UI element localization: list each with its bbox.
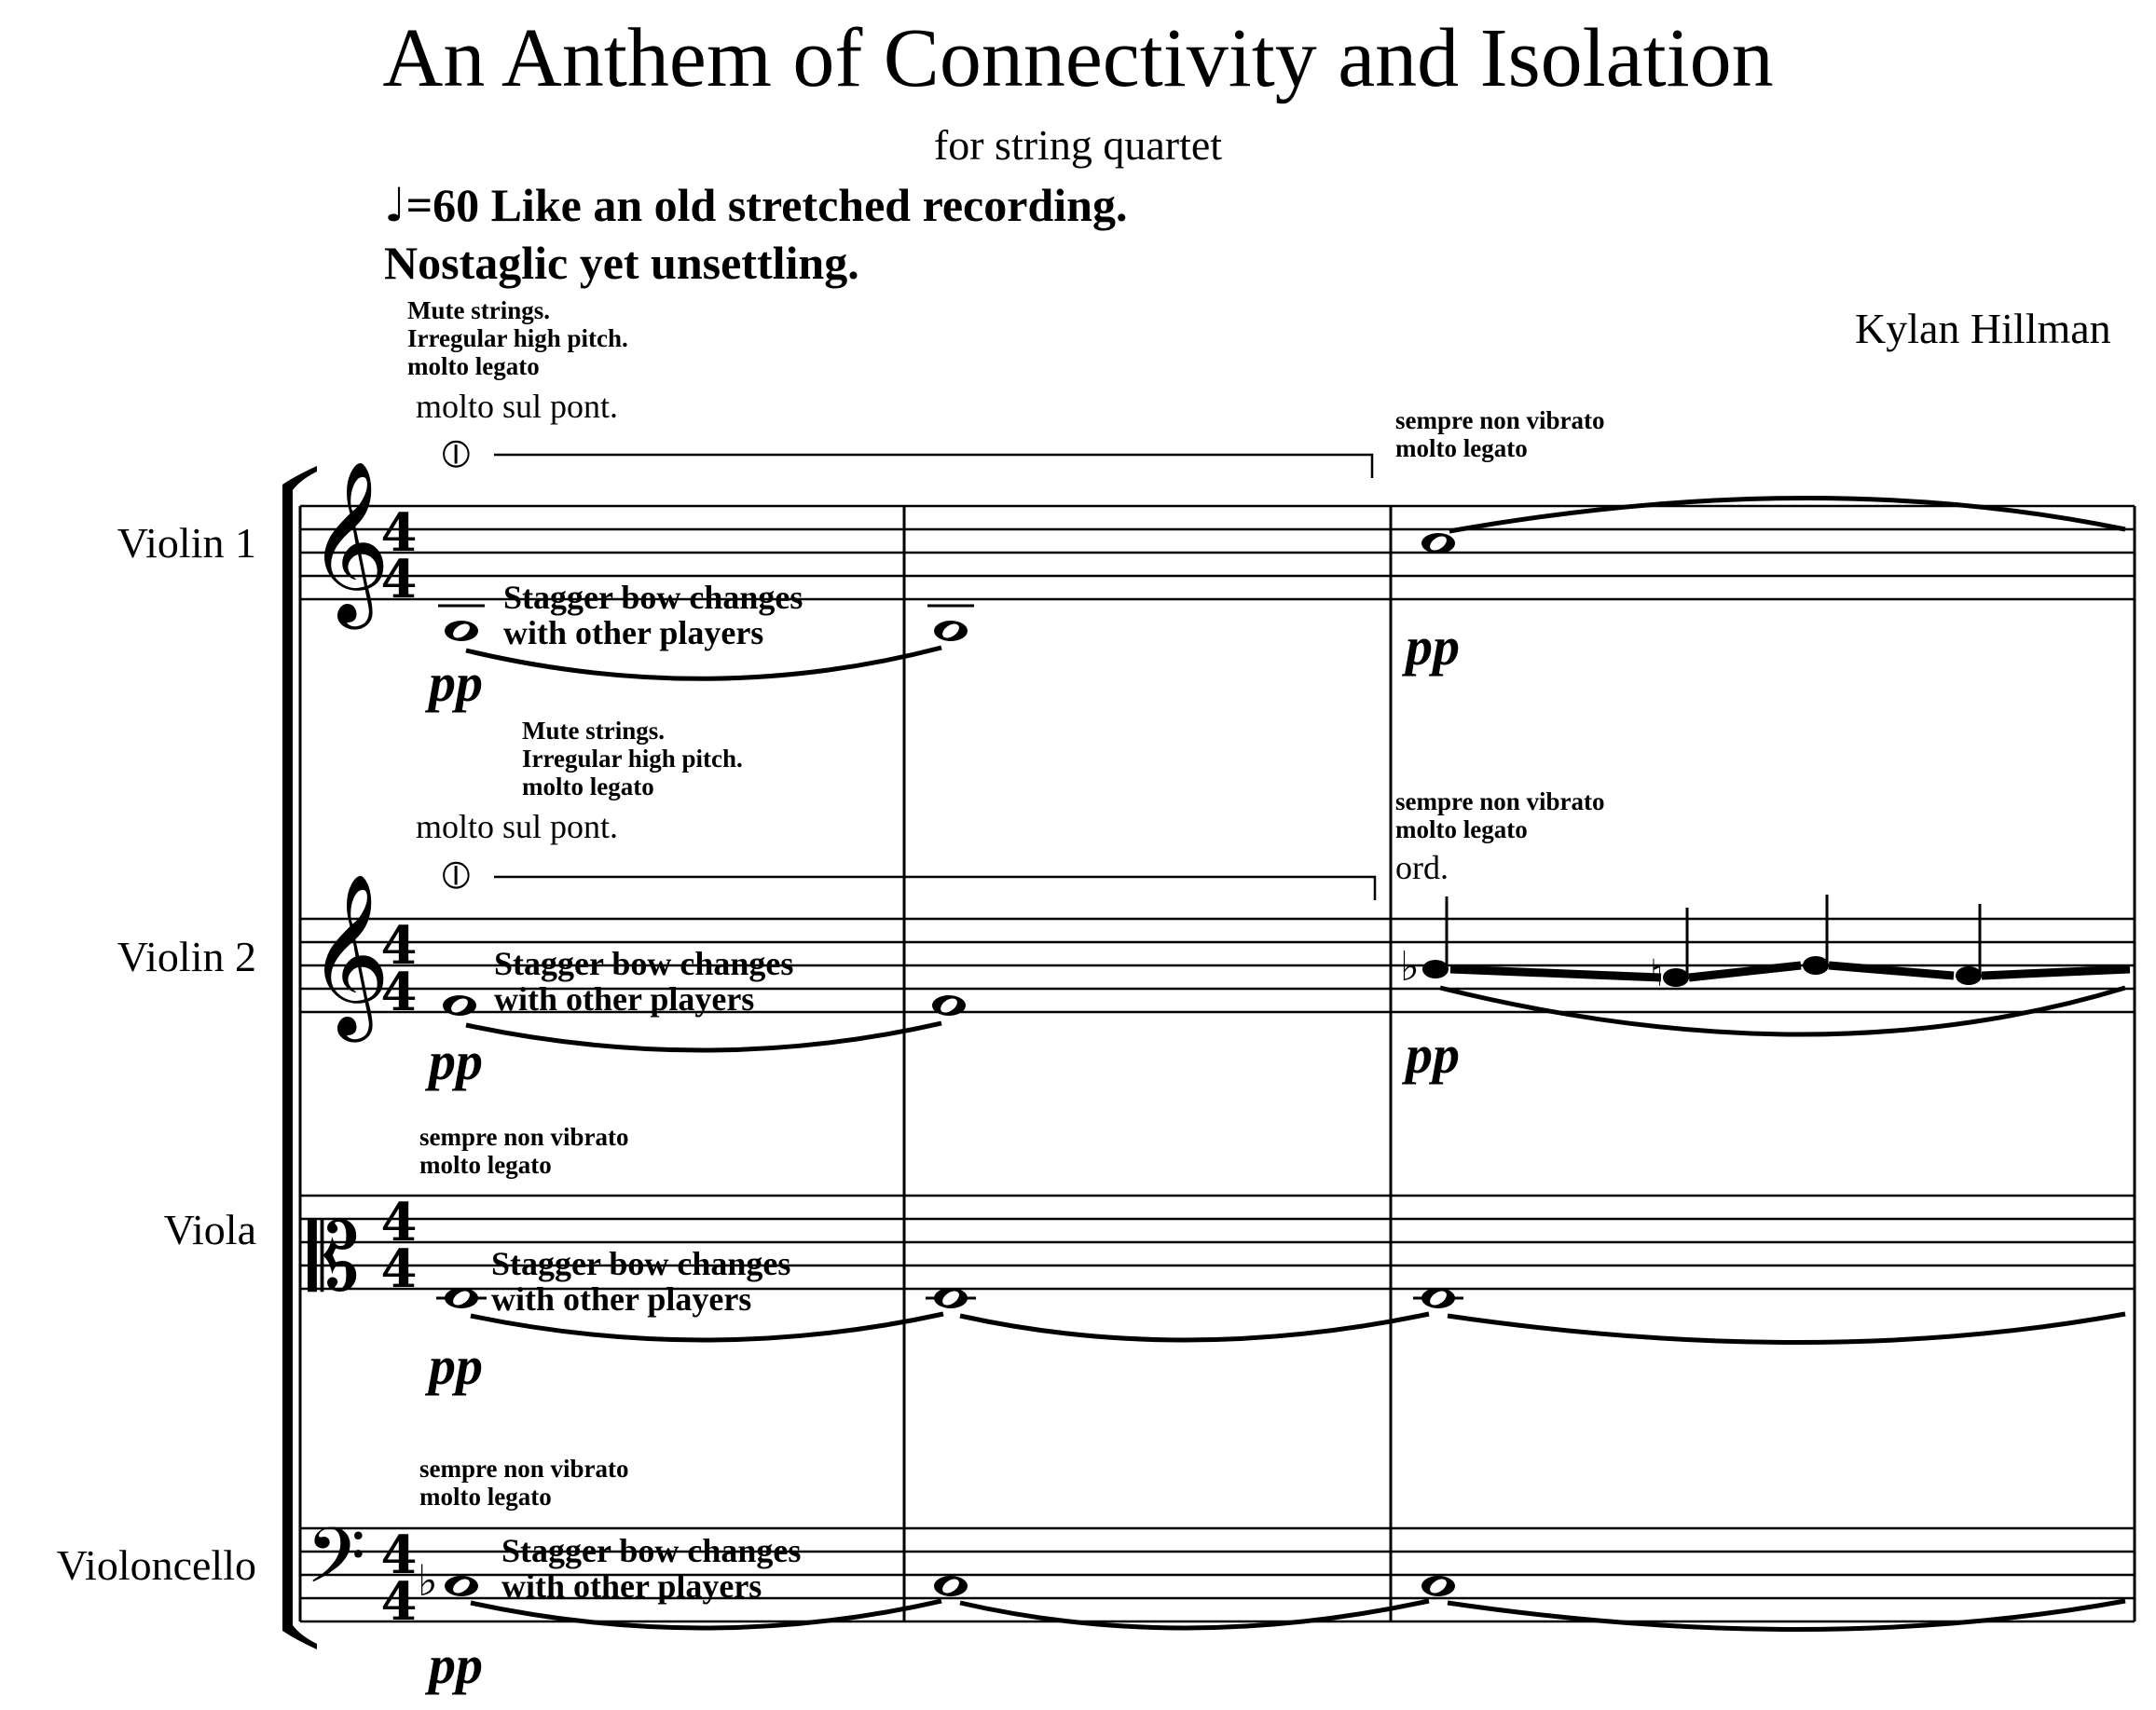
time-signature-top: 4	[380, 915, 418, 977]
time-signature-bottom: 4	[380, 962, 418, 1023]
barlines	[300, 506, 2135, 1621]
sul-ponticello-icon: ⦶	[442, 852, 471, 897]
violin2-stagger-text: Stagger bow changes with other players	[494, 945, 794, 1018]
staff-violin-1	[300, 506, 2135, 599]
score-title: An Anthem of Connectivity and Isolation	[382, 12, 1774, 104]
bass-clef-icon: 𝄢	[306, 1511, 366, 1620]
time-signature-top: 4	[380, 1525, 418, 1586]
time-signature-top: 4	[380, 1192, 418, 1253]
violin1-technique: molto sul pont.	[416, 388, 619, 425]
violin2-slurs	[466, 988, 2125, 1050]
score-subtitle: for string quartet	[933, 121, 1223, 169]
staff-viola	[300, 1196, 2135, 1289]
time-signature-bottom: 4	[380, 1571, 418, 1633]
violin2-notes	[443, 895, 1982, 1016]
expression-text: Nostaglic yet unsettling.	[384, 237, 859, 289]
viola-slurs	[471, 1314, 2125, 1343]
staff-violoncello	[300, 1528, 2135, 1621]
violin2-glissandi	[1450, 965, 2130, 978]
instrument-name-viola: Viola	[163, 1206, 256, 1253]
violin1-stagger-text: Stagger bow changes with other players	[503, 579, 803, 651]
violin2-dynamic-m3: pp	[1406, 1024, 1460, 1085]
treble-clef-icon: 𝄞	[308, 460, 391, 622]
flat-icon: ♭	[1400, 943, 1420, 991]
tempo-text: =60 Like an old stretched recording.	[405, 179, 1128, 231]
time-signature-bottom: 4	[380, 549, 418, 610]
violin2-m3-technique: ord.	[1395, 849, 1449, 886]
natural-icon: ♮	[1650, 952, 1664, 995]
treble-clef-icon: 𝄞	[308, 873, 391, 1035]
violin2-m3-notes: sempre non vibrato molto legato	[1395, 787, 1605, 844]
time-signature-top: 4	[380, 502, 418, 564]
viola-performance-notes: sempre non vibrato molto legato	[419, 1123, 629, 1180]
violin1-m3-notes: sempre non vibrato molto legato	[1395, 406, 1605, 463]
violin1-dynamic-m1: pp	[429, 652, 483, 713]
violin1-notes	[438, 533, 1455, 641]
violin2-dynamic-m1: pp	[429, 1031, 483, 1091]
viola-dynamic-m1: pp	[429, 1335, 483, 1396]
flat-icon: ♭	[418, 1555, 438, 1606]
violin1-dynamic-m3: pp	[1406, 616, 1460, 677]
time-signature-bottom: 4	[380, 1238, 418, 1300]
viola-notes	[436, 1288, 1463, 1308]
violin1-performance-notes: Mute strings. Irregular high pitch. molto legato	[407, 296, 628, 381]
violin1-slurs	[466, 498, 2125, 678]
instrument-name-violoncello: Violoncello	[56, 1541, 256, 1589]
cello-ties	[471, 1601, 2125, 1630]
cello-stagger-text: Stagger bow changes with other players	[501, 1532, 802, 1605]
violin2-performance-notes: Mute strings. Irregular high pitch. molto legato	[522, 717, 743, 801]
violin2-technique: molto sul pont.	[416, 808, 619, 845]
alto-clef-icon: 𝄡	[308, 1203, 360, 1312]
instrument-name-violin-2: Violin 2	[117, 933, 256, 980]
cello-dynamic-m1: pp	[429, 1635, 483, 1695]
sul-ponticello-icon: ⦶	[442, 431, 471, 476]
instrument-name-violin-1: Violin 1	[117, 519, 256, 567]
composer-name: Kylan Hillman	[1855, 305, 2111, 352]
quarter-note-icon: ♩	[384, 178, 406, 232]
cello-performance-notes: sempre non vibrato molto legato	[419, 1455, 629, 1512]
viola-stagger-text: Stagger bow changes with other players	[491, 1245, 791, 1318]
